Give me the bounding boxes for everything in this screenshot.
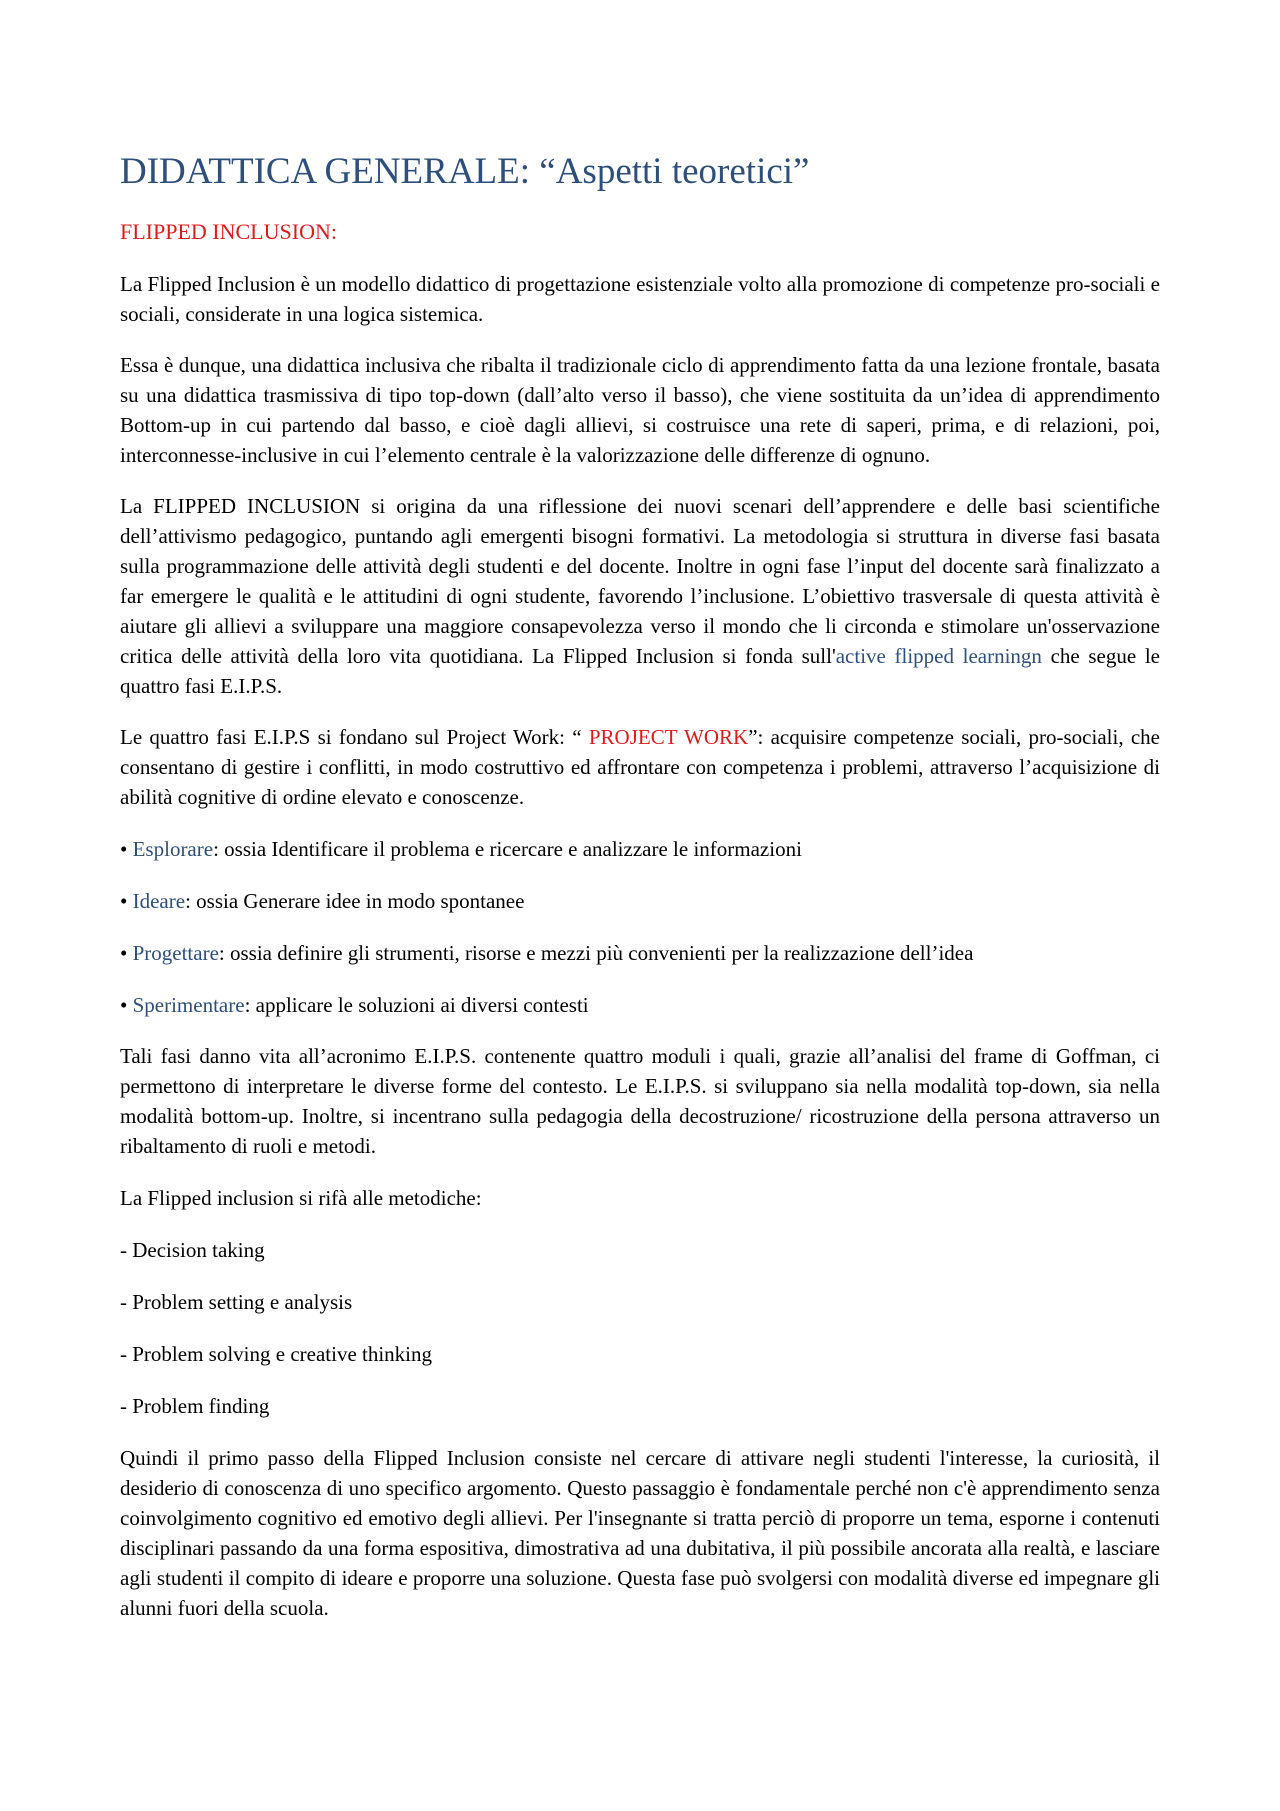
bullet-mark: • xyxy=(120,888,133,913)
project-work-highlight: PROJECT WORK xyxy=(588,724,749,749)
bullet-term-sperimentare[interactable]: Sperimentare xyxy=(132,992,245,1017)
list-item xyxy=(120,938,1160,968)
bullet-term-esplorare[interactable]: Esplorare xyxy=(132,836,214,861)
active-flipped-learning-link[interactable]: active flipped learningn xyxy=(835,643,1042,668)
list-item xyxy=(120,990,1160,1020)
bullet-text: : applicare le soluzioni ai diversi contesti xyxy=(244,992,589,1017)
method-item: - Decision taking xyxy=(120,1237,265,1262)
paragraph-first-step: Quindi il primo passo della Flipped Inclusion consiste nel cercare di attivare negli studenti l'interesse, la curiosità, il desiderio di conoscenza di uno specifico argomento. Questo passaggio è fondamentale perché non c'è apprendimento senza coinvolgimento cognitivo ed emotivo degli allievi. Per l'insegnante si tratta perciò di proporre un tema, esporne i contenuti disciplinari passando da una forma espositiva, dimostrativa ad una dubitativa, il più possibile ancorata alla realtà, e lasciare agli studenti il compito di ideare e proporre una soluzione. Questa fase può svolgersi con modalità diverse ed impegnare gli alunni fuori della scuola. xyxy=(120,1445,1160,1620)
project-work-intro: Le quattro fasi E.I.P.S si fondano sul Project Work: “ xyxy=(120,724,589,749)
bullet-mark: • xyxy=(120,940,133,965)
document-title: DIDATTICA GENERALE: “Aspetti teoretici” xyxy=(120,151,810,192)
list-item xyxy=(120,886,1160,916)
bullet-term-progettare[interactable]: Progettare xyxy=(132,940,219,965)
paragraph-definition: Essa è dunque, una didattica inclusiva che ribalta il tradizionale ciclo di apprendimento fatta da una lezione frontale, basata su una didattica trasmissiva di tipo top-down (dall’alto verso il basso), che viene sostituita da un’idea di apprendimento Bottom-up in cui partendo dal basso, e cioè dagli allievi, si costruisce una rete di saperi, prima, e di relazioni, poi, interconnesse-inclusive in cui l’elemento centrale è la valorizzazione delle differenze di ognuno. xyxy=(120,352,1160,467)
bullet-text: : ossia definire gli strumenti, risorse e mezzi più convenienti per la realizzazione dell’idea xyxy=(218,940,974,965)
bullet-mark: • xyxy=(120,836,133,861)
paragraph-eips: Tali fasi danno vita all’acronimo E.I.P.S. contenente quattro moduli i quali, grazie all’analisi del frame di Goffman, ci permettono di interpretare le diverse forme del contesto. Le E.I.P.S. si sviluppano sia nella modalità top-down, sia nella modalità bottom-up. Inoltre, si incentrano sulla pedagogia della decostruzione/ ricostruzione della persona attraverso un ribaltamento di ruoli e metodi. xyxy=(120,1043,1160,1158)
bullet-text: : ossia Identificare il problema e ricercare e analizzare le informazioni xyxy=(213,836,802,861)
method-item: - Problem solving e creative thinking xyxy=(120,1341,433,1366)
paragraph-project-work xyxy=(120,722,1160,812)
bullet-mark: • xyxy=(120,992,133,1017)
paragraph-methods-intro: La Flipped inclusion si rifà alle metodiche: xyxy=(120,1185,482,1210)
paragraph-origin xyxy=(120,491,1160,701)
bullet-text: : ossia Generare idee in modo spontanee xyxy=(185,888,525,913)
list-item xyxy=(120,834,1160,864)
bullet-term-ideare[interactable]: Ideare xyxy=(132,888,186,913)
paragraph-intro: La Flipped Inclusion è un modello didattico di progettazione esistenziale volto alla promozione di competenze pro-sociali e sociali, considerate in una logica sistemica. xyxy=(120,271,1160,326)
method-item: - Problem setting e analysis xyxy=(120,1289,353,1314)
section-heading: FLIPPED INCLUSION: xyxy=(120,219,337,245)
method-item: - Problem finding xyxy=(120,1393,270,1418)
paragraph-origin-text: La FLIPPED INCLUSION si origina da una riflessione dei nuovi scenari dell’apprendere e delle basi scientifiche dell’attivismo pedagogico, puntando agli emergenti bisogni formativi. La metodologia si struttura in diverse fasi basata sulla programmazione delle attività degli studenti e del docente. Inoltre in ogni fase l’input del docente sarà finalizzato a far emergere le qualità e le attitudini di ogni studente, favorendo l’inclusione. L’obiettivo trasversale di questa attività è aiutare gli allievi a sviluppare una maggiore consapevolezza verso il mondo che li circonda e stimolare un'osservazione critica delle attività della loro vita quotidiana. La Flipped Inclusion si fonda sull' xyxy=(120,493,1160,668)
document-page xyxy=(120,150,1160,1623)
project-work-text: ”: acquisire competenze sociali, pro-sociali, che consentano di gestire i conflitti, in modo costruttivo ed affrontare con competenza i problemi, attraverso l’acquisizione di abilità cognitive di ordine elevato e conoscenze. xyxy=(120,724,1160,809)
paragraph-origin-tail: che segue le quattro fasi E.I.P.S. xyxy=(120,643,1160,698)
